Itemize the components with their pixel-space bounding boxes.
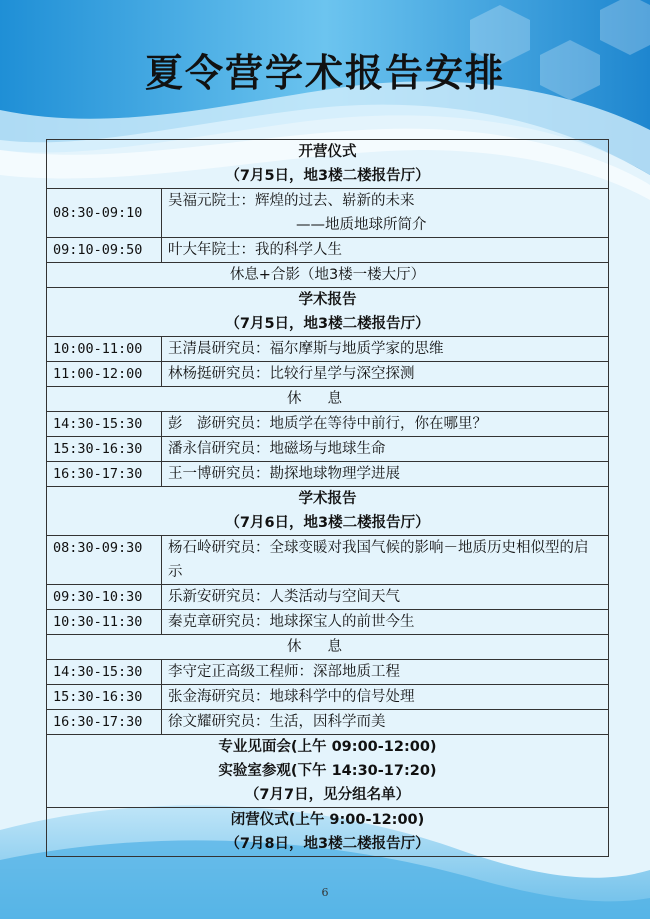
day1-heading: 学术报告: [298, 292, 357, 308]
talk-title: 潘永信研究员：地磁场与地球生命: [162, 437, 609, 462]
page-number: 6: [321, 886, 329, 899]
closing-detail: （7月8日，地3楼二楼报告厅）: [225, 836, 430, 852]
talk-title: 林杨挺研究员：比较行星学与深空探测: [162, 362, 609, 387]
opening-heading-cell: [47, 140, 609, 189]
day3-detail: （7月7日，见分组名单）: [244, 787, 411, 803]
talk-subtitle: ——地质地球所简介: [296, 217, 427, 233]
table-row: [47, 536, 609, 585]
table-row: [47, 610, 609, 635]
talk-title: 王清晨研究员：福尔摩斯与地质学家的思维: [162, 337, 609, 362]
talk-time: 14:30-15:30: [47, 412, 162, 437]
talk-time: 14:30-15:30: [47, 660, 162, 685]
talk-title: 王一博研究员：勘探地球物理学进展: [162, 462, 609, 487]
rest-row: [47, 387, 609, 412]
talk-time: 09:10-09:50: [47, 238, 162, 263]
opening-header-row: [47, 140, 609, 189]
break-label: 休息+合影（地3楼一楼大厅）: [47, 263, 609, 288]
table-row: [47, 437, 609, 462]
talk-title: 张金海研究员：地球科学中的信号处理: [162, 685, 609, 710]
talk-time: 08:30-09:30: [47, 536, 162, 585]
talk-time: 08:30-09:10: [47, 189, 162, 238]
talk-title: 杨石岭研究员：全球变暖对我国气候的影响－地质历史相似型的启示: [162, 536, 609, 585]
closing-heading: 闭营仪式(上午 9:00-12:00): [230, 812, 425, 828]
rest-label: 休息: [287, 639, 368, 655]
talk-title-cell: [162, 189, 609, 238]
table-row: [47, 660, 609, 685]
talk-time: 11:00-12:00: [47, 362, 162, 387]
day3-row: [47, 735, 609, 808]
table-row: [47, 337, 609, 362]
closing-row: [47, 808, 609, 857]
talk-time: 15:30-16:30: [47, 685, 162, 710]
day3-meeting: 专业见面会(上午 09:00-12:00): [218, 739, 437, 755]
day1-heading-cell: [47, 288, 609, 337]
talk-title: 彭 澎研究员：地质学在等待中前行，你在哪里？: [162, 412, 609, 437]
day2-detail: （7月6日，地3楼二楼报告厅）: [225, 515, 430, 531]
day1-header-row: [47, 288, 609, 337]
table-row: [47, 710, 609, 735]
table-row: [47, 585, 609, 610]
opening-heading: 开营仪式: [298, 144, 357, 160]
talk-time: 09:30-10:30: [47, 585, 162, 610]
talk-title: 乐新安研究员：人类活动与空间天气: [162, 585, 609, 610]
rest-cell: [47, 635, 609, 660]
table-row: [47, 189, 609, 238]
rest-label: 休息: [287, 391, 368, 407]
talk-title: 李守定正高级工程师：深部地质工程: [162, 660, 609, 685]
day1-detail: （7月5日，地3楼二楼报告厅）: [225, 316, 430, 332]
rest-cell: [47, 387, 609, 412]
table-row: [47, 238, 609, 263]
day2-heading-cell: [47, 487, 609, 536]
talk-title: 叶大年院士：我的科学人生: [162, 238, 609, 263]
schedule-table: [46, 139, 609, 857]
table-row: [47, 362, 609, 387]
break-row: [47, 263, 609, 288]
day3-lab-visit: 实验室参观(下午 14:30-17:20): [218, 763, 437, 779]
talk-time: 15:30-16:30: [47, 437, 162, 462]
talk-time: 10:30-11:30: [47, 610, 162, 635]
day3-cell: [47, 735, 609, 808]
rest-row: [47, 635, 609, 660]
talk-title: 秦克章研究员：地球探宝人的前世今生: [162, 610, 609, 635]
table-row: [47, 412, 609, 437]
table-row: [47, 685, 609, 710]
talk-time: 16:30-17:30: [47, 462, 162, 487]
table-row: [47, 462, 609, 487]
day2-header-row: [47, 487, 609, 536]
page-title: 夏令营学术报告安排: [144, 51, 505, 95]
opening-detail: （7月5日，地3楼二楼报告厅）: [225, 168, 430, 184]
talk-time: 10:00-11:00: [47, 337, 162, 362]
talk-title: 吴福元院士：辉煌的过去、崭新的未来: [168, 193, 415, 209]
closing-cell: [47, 808, 609, 857]
day2-heading: 学术报告: [298, 491, 357, 507]
talk-time: 16:30-17:30: [47, 710, 162, 735]
talk-title: 徐文耀研究员：生活，因科学而美: [162, 710, 609, 735]
